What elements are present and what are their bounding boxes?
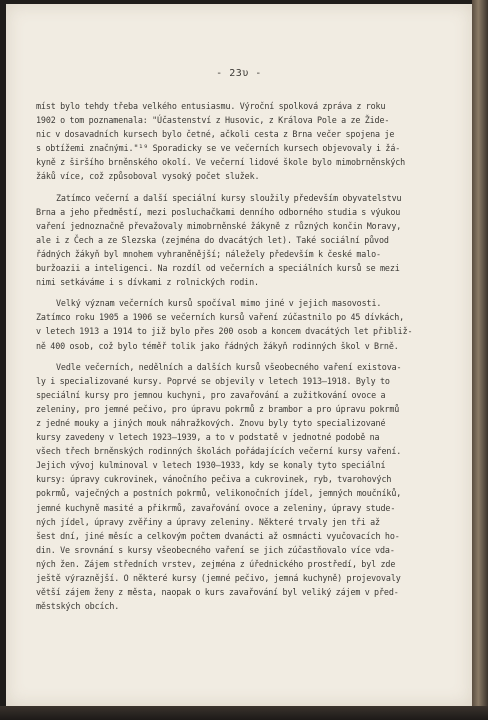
book-binding-edge — [472, 0, 488, 720]
book-bottom-edge — [0, 706, 488, 720]
text-line: speciální kursy pro jemnou kuchyni, pro zavařování a zužitkování ovoce a — [36, 389, 386, 400]
paragraph — [36, 296, 428, 352]
text-line: nimi setkáváme i s dívkami z rolnických rodin. — [36, 277, 259, 288]
text-line: míst bylo tehdy třeba velkého entusiasmu. Výroční spolková zpráva z roku — [36, 101, 386, 111]
body-text — [36, 99, 428, 613]
text-line: řádných žákyň byl mnohem vyhraněnější; náležely především k české malo- — [36, 248, 381, 259]
page-number: - 23υ - — [216, 68, 262, 79]
text-line: městských obcích. — [36, 601, 120, 612]
text-line: Zatímco večerní a další speciální kursy sloužily především obyvatelstvu — [56, 192, 402, 203]
text-line: Brna a jeho předměstí, mezi posluchačkami denního odborného studia s výukou — [36, 206, 401, 217]
text-line: jemné kuchyně masité a přikrmů, zavařování ovoce a zeleniny, úpravy stude- — [36, 502, 396, 513]
text-line: šest dní, jiné měsíc a celkovým počtem dvanácti až osmnácti vyučovacích ho- — [36, 530, 400, 541]
text-line: din. Ve srovnání s kursy všeobecného vaření se jich zúčastňovalo více vda- — [36, 544, 395, 555]
text-line: zeleniny, pro jemné pečivo, pro úpravu pokrmů z brambor a pro úpravu pokrmů — [36, 403, 400, 414]
text-line: kursy: úpravy cukrovinek, vánočního pečiva a cukrovinek, ryb, tvarohových — [36, 474, 392, 485]
text-line: všech třech brněnských rodinných školách pořádajících večerní kursy vaření. — [36, 446, 402, 457]
text-line: 1902 o tom poznamenala: "Účastenství z Husovic, z Králova Pole a ze Žide- — [36, 115, 390, 126]
text-line: kursy zavedeny v letech 1923–1939, a to v podstatě v jednotné podobě na — [36, 432, 380, 443]
text-line: z jedné mouky a jiných mouk náhražkových. Znovu byly tyto specializované — [36, 417, 386, 428]
text-line: Jejich vývoj kulminoval v letech 1930–1933, kdy se konaly tyto speciální — [36, 460, 386, 471]
text-line: pokrmů, vaječných a postních pokrmů, velikonočních jídel, jemných moučníků, — [36, 488, 402, 499]
paragraph — [36, 360, 428, 614]
text-line: vaření jednoznačně převažovaly mimobrněnské žákyně z různých končin Moravy, — [36, 220, 402, 231]
text-line: ných jídel, úpravy zvěřiny a úpravy zeleniny. Některé trvaly jen tři až — [36, 516, 380, 527]
text-line: větší zájem ženy z města, naopak o kurs zavařování byl veliký zájem v před- — [36, 587, 399, 598]
text-line: ných žen. Zájem středních vrstev, zejména z úřednického prostředí, byl zde — [36, 558, 396, 569]
text-line: ly i specializované kursy. Poprvé se objevily v letech 1913–1918. Byly to — [36, 375, 390, 386]
paragraph — [36, 99, 428, 184]
document-page — [6, 4, 472, 706]
text-line: v letech 1913 a 1914 to již bylo přes 200 osob a koncem dvacátých let přibliž- — [36, 326, 413, 337]
text-line: ně 400 osob, což bylo téměř tolik jako řádných žákyň rodinných škol v Brně. — [36, 340, 399, 351]
paragraph — [36, 191, 428, 290]
text-line: ale i z Čech a ze Slezska (zejména do dvacátých let). Také sociální původ — [36, 234, 389, 245]
text-line: Vedle večerních, nedělních a dalších kursů všeobecného vaření existova- — [56, 361, 402, 372]
text-line: kyně z širšího brněnského okolí. Ve večerní lidové škole bylo mimobrněnských — [36, 157, 406, 168]
text-line: ještě výraznější. O některé kursy (jemné pečivo, jemná kuchyně) projevovaly — [36, 573, 401, 583]
text-line: Velký význam večerních kursů spočíval mimo jiné v jejich masovosti. — [56, 298, 382, 309]
text-line: nic v dosavadních kursech bylo četné, ačkoli cesta z Brna večer spojena je — [36, 129, 395, 140]
text-line: s obtížemi značnými."¹⁹ Sporadicky se ve večerních kursech objevovaly i žá- — [36, 143, 401, 154]
text-line: buržoazii a inteligenci. Na rozdíl od večerních a speciálních kursů se mezi — [36, 263, 400, 274]
text-line: Zatímco roku 1905 a 1906 se večerních kursů vaření zúčastnilo po 45 dívkách, — [36, 312, 405, 323]
text-line: žáků více, což způsoboval vysoký počet služek. — [36, 171, 260, 182]
